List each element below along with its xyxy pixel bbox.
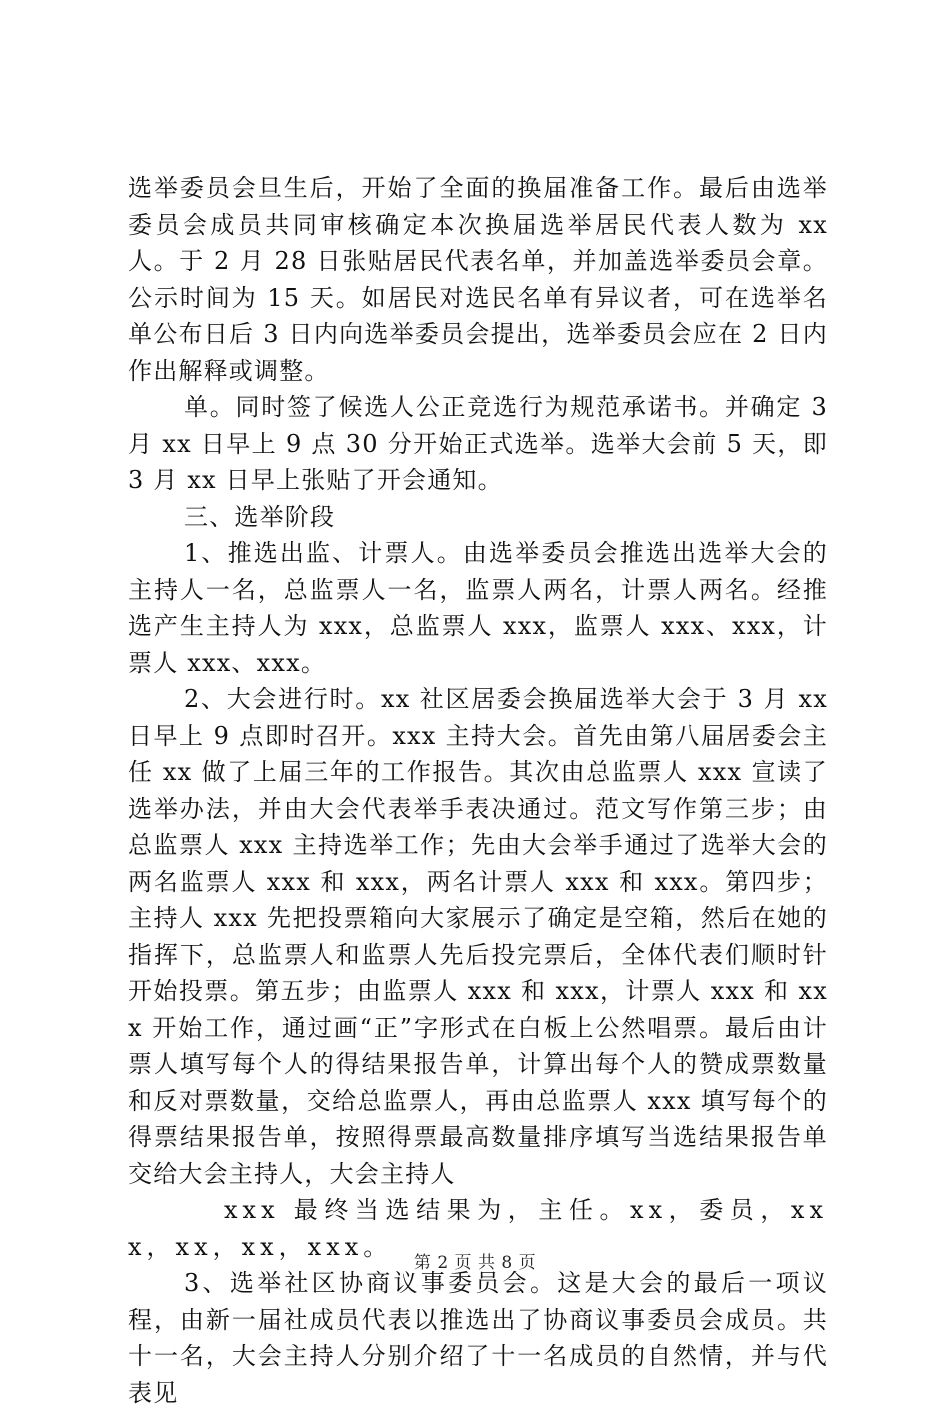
section-heading-election-stage: 三、选举阶段 (184, 502, 336, 531)
paragraph-meeting-in-progress: 2、大会进行时。xx 社区居委会换届选举大会于 3 月 xx 日早上 9 点即时召开。xxx 主持大会。首先由第八届居委会主任 xx 做了上届三年的工作报告。其次由总监票人 xxx 宣读了选举办法，并由大会代表举手表决通过。范文写作第三步；由总监票人 xxx 主持选举工作；先由大会举手通过了选举大会的两名监票人 xxx 和 xxx，两名计票人 xxx 和 xxx。第四步；主持人 xxx 先把投票箱向大家展示了确定是空箱，然后在她的指挥下，总监票人和监票人先后投完票后，全体代表们顺时针开始投票。第五步；由监票人 xxx 和 xxx，计票人 xxx 和 xxx 开始工作，通过画“正”字形式在白板上公然唱票。最后由计票人填写每个人的得结果报告单，计算出每个人的赞成票数量和反对票数量，交给总监票人，再由总监票人 xxx 填写每个的得票结果报告单，按照得票最高数量排序填写当选结果报告单交给大会主持人，大会主持人 (128, 685, 828, 1188)
page-number-footer: 第 2 页 共 8 页 (413, 1253, 537, 1273)
paragraph-select-scrutineers: 1、推选出监、计票人。由选举委员会推选出选举大会的主持人一名，总监票人一名，监票人两名，计票人两名。经推选产生主持人为 xxx，总监票人 xxx，监票人 xxx、xxx，计票人 xxx、xxx。 (128, 539, 828, 677)
paragraph-candidate-pledge: 单。同时签了候选人公正竞选行为规范承诺书。并确定 3 月 xx 日早上 9 点 30 分开始正式选举。选举大会前 5 天，即 3 月 xx 日早上张贴了开会通知。 (128, 393, 828, 494)
paragraph-election-result: xxx 最终当选结果为，主任。xx，委员，xxx，xx，xx，xxx。 (128, 1196, 828, 1261)
paragraph-consultation-committee: 3、选举社区协商议事委员会。这是大会的最后一项议程，由新一届社成员代表以推选出了协商议事委员会成员。共十一名，大会主持人分别介绍了十一名成员的自然情，并与代表见 (128, 1269, 828, 1407)
document-body (128, 170, 828, 1411)
paragraph-election-committee: 选举委员会旦生后，开始了全面的换届准备工作。最后由选举委员会成员共同审核确定本次换届选举居民代表人数为 xx 人。于 2 月 28 日张贴居民代表名单，并加盖选举委员会章。公示时间为 15 天。如居民对选民名单有异议者，可在选举名单公布日后 3 日内向选举委员会提出，选举委员会应在 2 日内作出解释或调整。 (128, 174, 828, 385)
